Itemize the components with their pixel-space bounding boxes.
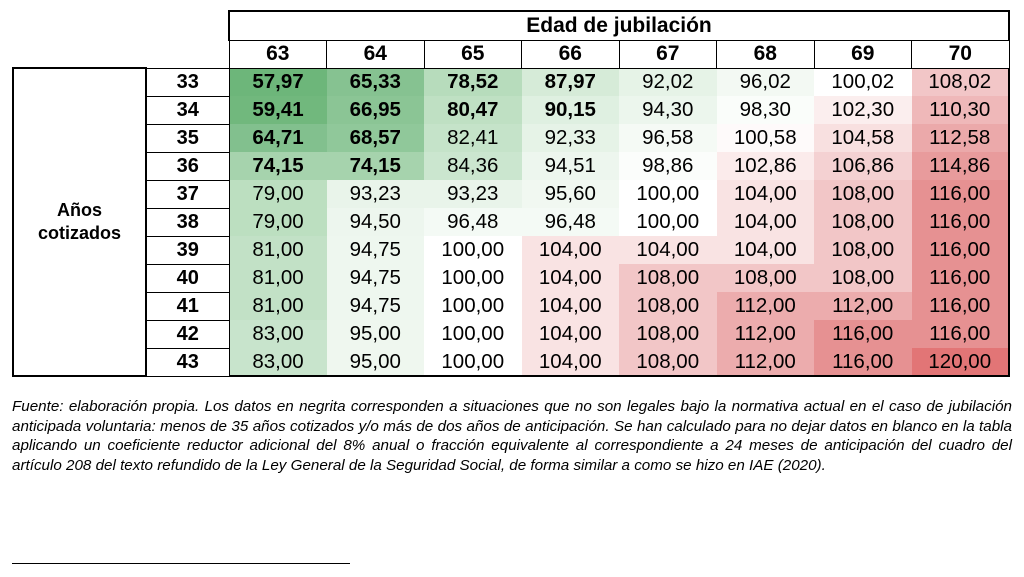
table-row bbox=[13, 236, 1009, 264]
coefficient-cell: 100,00 bbox=[424, 236, 522, 264]
coefficient-cell: 108,00 bbox=[717, 264, 815, 292]
table-row bbox=[13, 124, 1009, 152]
coefficient-cell: 65,33 bbox=[327, 68, 425, 96]
coefficient-cell: 92,02 bbox=[619, 68, 717, 96]
age-column-header: 68 bbox=[717, 40, 815, 68]
coefficient-cell: 112,58 bbox=[912, 124, 1010, 152]
coefficient-cell: 116,00 bbox=[912, 180, 1010, 208]
coefficient-cell: 108,00 bbox=[619, 320, 717, 348]
source-note: Fuente: elaboración propia. Los datos en negrita corresponden a situaciones que no son legales bajo la normativa actual en el caso de jubilación anticipada voluntaria: menos de 35 años cotizados y/o más de dos años de anticipación. Se han calculado para no dejar datos en blanco en la tabla aplicando un coeficiente reductor adicional del 8% anual o fracción equivalente al correspondiente a 24 meses de anticipación del cuadro del artículo 208 del texto refundido de la Ley General de la Seguridad Social, de forma similar a como se hizo en IAE (2020). bbox=[12, 398, 1012, 474]
coefficient-cell: 112,00 bbox=[814, 292, 912, 320]
coefficient-cell: 104,00 bbox=[522, 264, 620, 292]
coefficient-cell: 79,00 bbox=[229, 180, 327, 208]
coefficient-cell: 93,23 bbox=[424, 180, 522, 208]
coefficient-cell: 114,86 bbox=[912, 152, 1010, 180]
coefficient-cell: 59,41 bbox=[229, 96, 327, 124]
coefficient-cell: 100,02 bbox=[814, 68, 912, 96]
retirement-coefficient-table bbox=[12, 10, 1010, 377]
coefficient-cell: 100,00 bbox=[424, 320, 522, 348]
coefficient-cell: 104,00 bbox=[522, 348, 620, 376]
table-row bbox=[13, 320, 1009, 348]
age-column-header: 69 bbox=[814, 40, 912, 68]
coefficient-cell: 116,00 bbox=[912, 208, 1010, 236]
coefficient-cell: 94,75 bbox=[327, 264, 425, 292]
coefficient-cell: 108,00 bbox=[814, 236, 912, 264]
coefficient-cell: 108,00 bbox=[619, 292, 717, 320]
coefficient-cell: 96,48 bbox=[424, 208, 522, 236]
coefficient-cell: 83,00 bbox=[229, 348, 327, 376]
coefficient-cell: 104,00 bbox=[522, 320, 620, 348]
coefficient-cell: 64,71 bbox=[229, 124, 327, 152]
coefficient-cell: 80,47 bbox=[424, 96, 522, 124]
age-column-header: 66 bbox=[522, 40, 620, 68]
age-header-row bbox=[13, 40, 1009, 68]
coefficient-cell: 94,50 bbox=[327, 208, 425, 236]
coefficient-cell: 79,00 bbox=[229, 208, 327, 236]
coefficient-cell: 93,23 bbox=[327, 180, 425, 208]
coefficient-cell: 95,00 bbox=[327, 348, 425, 376]
years-row-header: 37 bbox=[146, 180, 229, 208]
coefficient-cell: 108,00 bbox=[814, 264, 912, 292]
coefficient-cell: 96,02 bbox=[717, 68, 815, 96]
table-row bbox=[13, 152, 1009, 180]
age-column-header: 67 bbox=[619, 40, 717, 68]
coefficient-cell: 100,00 bbox=[424, 264, 522, 292]
coefficient-cell: 96,58 bbox=[619, 124, 717, 152]
coefficient-cell: 104,00 bbox=[717, 236, 815, 264]
coefficient-cell: 108,00 bbox=[814, 208, 912, 236]
coefficient-cell: 100,58 bbox=[717, 124, 815, 152]
years-row-header: 34 bbox=[146, 96, 229, 124]
age-column-header: 63 bbox=[229, 40, 327, 68]
coefficient-cell: 90,15 bbox=[522, 96, 620, 124]
years-row-header: 40 bbox=[146, 264, 229, 292]
coefficient-cell: 94,30 bbox=[619, 96, 717, 124]
retirement-age-header: Edad de jubilación bbox=[229, 11, 1009, 40]
coefficient-cell: 81,00 bbox=[229, 292, 327, 320]
years-row-header: 43 bbox=[146, 348, 229, 376]
coefficient-cell: 100,00 bbox=[619, 180, 717, 208]
years-contributed-label: Años cotizados bbox=[13, 68, 146, 376]
coefficient-cell: 104,00 bbox=[522, 292, 620, 320]
coefficient-cell: 108,00 bbox=[619, 264, 717, 292]
years-row-header: 35 bbox=[146, 124, 229, 152]
coefficient-cell: 100,00 bbox=[424, 348, 522, 376]
coefficient-cell: 116,00 bbox=[814, 320, 912, 348]
table-row bbox=[13, 96, 1009, 124]
table-row bbox=[13, 348, 1009, 376]
table-body bbox=[13, 68, 1009, 376]
table-corner bbox=[13, 11, 229, 40]
coefficient-cell: 100,00 bbox=[619, 208, 717, 236]
coefficient-cell: 104,00 bbox=[717, 180, 815, 208]
footnote-separator bbox=[12, 563, 350, 564]
years-row-header: 33 bbox=[146, 68, 229, 96]
coefficient-cell: 83,00 bbox=[229, 320, 327, 348]
coefficient-cell: 116,00 bbox=[912, 292, 1010, 320]
coefficient-cell: 84,36 bbox=[424, 152, 522, 180]
coefficient-cell: 112,00 bbox=[717, 348, 815, 376]
coefficient-cell: 116,00 bbox=[912, 320, 1010, 348]
coefficient-cell: 116,00 bbox=[912, 264, 1010, 292]
coefficient-cell: 78,52 bbox=[424, 68, 522, 96]
coefficient-cell: 116,00 bbox=[814, 348, 912, 376]
coefficient-cell: 66,95 bbox=[327, 96, 425, 124]
coefficient-cell: 96,48 bbox=[522, 208, 620, 236]
coefficient-cell: 81,00 bbox=[229, 236, 327, 264]
table-corner-lower bbox=[13, 40, 229, 68]
coefficient-cell: 95,00 bbox=[327, 320, 425, 348]
coefficient-cell: 87,97 bbox=[522, 68, 620, 96]
age-column-header: 70 bbox=[912, 40, 1010, 68]
coefficient-cell: 57,97 bbox=[229, 68, 327, 96]
age-column-header: 64 bbox=[327, 40, 425, 68]
table-row bbox=[13, 180, 1009, 208]
coefficient-cell: 108,02 bbox=[912, 68, 1010, 96]
years-row-header: 36 bbox=[146, 152, 229, 180]
coefficient-cell: 106,86 bbox=[814, 152, 912, 180]
coefficient-cell: 98,30 bbox=[717, 96, 815, 124]
coefficient-cell: 92,33 bbox=[522, 124, 620, 152]
coefficient-cell: 108,00 bbox=[814, 180, 912, 208]
coefficient-cell: 102,30 bbox=[814, 96, 912, 124]
coefficient-cell: 120,00 bbox=[912, 348, 1010, 376]
coefficient-cell: 104,00 bbox=[522, 236, 620, 264]
coefficient-cell: 68,57 bbox=[327, 124, 425, 152]
coefficient-cell: 74,15 bbox=[327, 152, 425, 180]
age-column-header: 65 bbox=[424, 40, 522, 68]
table-row bbox=[13, 264, 1009, 292]
coefficient-cell: 104,00 bbox=[717, 208, 815, 236]
years-row-header: 38 bbox=[146, 208, 229, 236]
coefficient-cell: 94,51 bbox=[522, 152, 620, 180]
coefficient-cell: 94,75 bbox=[327, 292, 425, 320]
coefficient-cell: 104,00 bbox=[619, 236, 717, 264]
table-row bbox=[13, 292, 1009, 320]
table-row bbox=[13, 68, 1009, 96]
coefficient-cell: 112,00 bbox=[717, 292, 815, 320]
years-row-header: 39 bbox=[146, 236, 229, 264]
years-row-header: 41 bbox=[146, 292, 229, 320]
coefficient-cell: 110,30 bbox=[912, 96, 1010, 124]
table-row bbox=[13, 208, 1009, 236]
coefficient-cell: 74,15 bbox=[229, 152, 327, 180]
coefficient-cell: 94,75 bbox=[327, 236, 425, 264]
coefficient-cell: 98,86 bbox=[619, 152, 717, 180]
coefficient-cell: 81,00 bbox=[229, 264, 327, 292]
coefficient-cell: 116,00 bbox=[912, 236, 1010, 264]
coefficient-cell: 112,00 bbox=[717, 320, 815, 348]
coefficient-cell: 108,00 bbox=[619, 348, 717, 376]
coefficient-cell: 95,60 bbox=[522, 180, 620, 208]
coefficient-cell: 102,86 bbox=[717, 152, 815, 180]
coefficient-cell: 82,41 bbox=[424, 124, 522, 152]
coefficient-cell: 100,00 bbox=[424, 292, 522, 320]
years-row-header: 42 bbox=[146, 320, 229, 348]
coefficient-cell: 104,58 bbox=[814, 124, 912, 152]
